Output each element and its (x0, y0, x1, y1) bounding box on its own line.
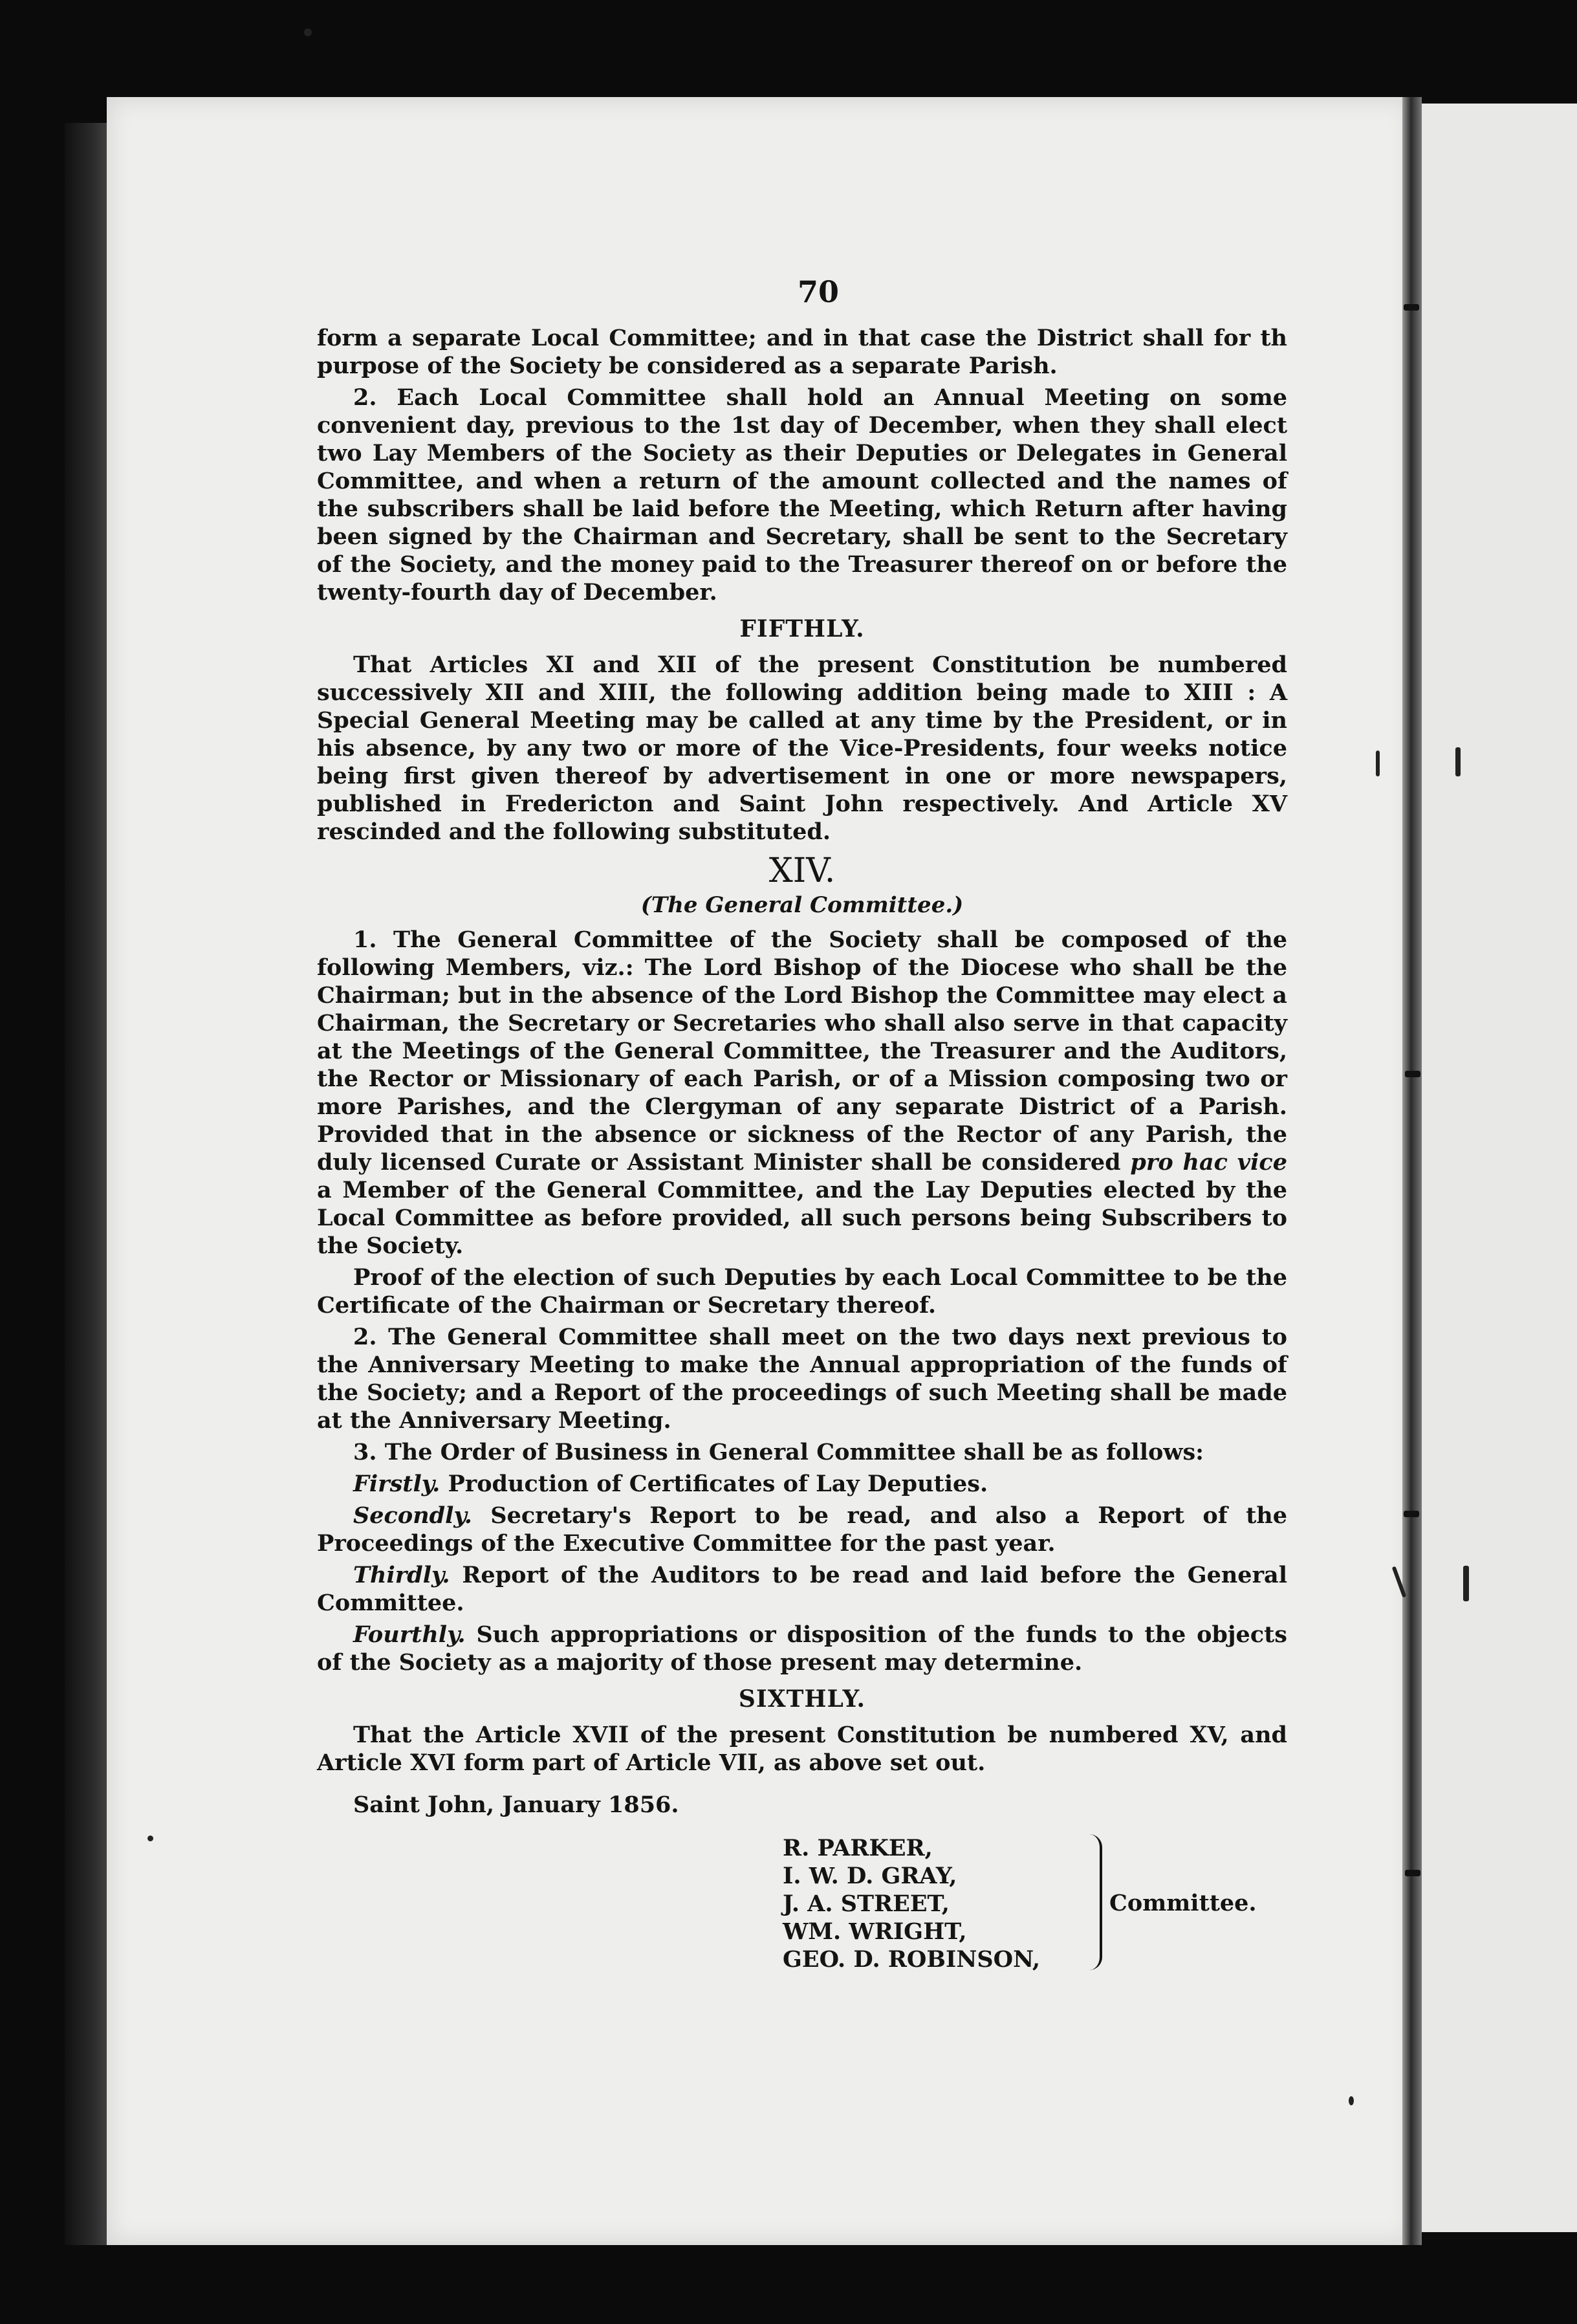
order-item-firstly (317, 1470, 1287, 1498)
scan-speck (1349, 2096, 1354, 2105)
order-text: Report of the Auditors to be read and laid before the General Committee. (317, 1562, 1287, 1616)
binding-stitch (1404, 304, 1419, 311)
scan-mark (1455, 747, 1461, 776)
paragraph-meeting: 2. The General Committee shall meet on the two days next previous to the Anniversary Meeting to make the Annual appropriation of the funds of the Society; and a Report of the proceedings of such Meeting shall be made at the Anniversary Meeting. (317, 1324, 1287, 1434)
order-label: Firstly. (353, 1471, 440, 1497)
facing-page-edge (1422, 104, 1577, 2232)
scan-speck (304, 28, 312, 36)
section-heading-sixthly: SIXTHLY. (738, 1685, 866, 1713)
binding-stitch (1404, 1511, 1419, 1517)
binding-stitch (1405, 1071, 1420, 1077)
binding-stitch (1405, 1870, 1420, 1876)
book-gutter (1402, 97, 1422, 2245)
order-label: Fourthly. (353, 1621, 466, 1648)
paragraph: 2. Each Local Committee shall hold an Annual Meeting on some convenient day, previous to the 1st day of December, when they shall elect two Lay Members of the Society as their Deputies or Delegates in General Committee, and when a return of the amount collected and the names of the subscribers shall be laid before the Meeting, which Return after having been signed by the Chairman and Secretary, shall be sent to the Secretary of the Society, and the money paid to the Treasurer thereof on or before the twenty-fourth day of December. (317, 384, 1287, 606)
scan-speck (147, 1836, 153, 1841)
order-text: Such appropriations or disposition of the funds to the objects of the Society as a majority of those present may determine. (317, 1621, 1288, 1676)
paragraph-fifthly: That Articles XI and XII of the present Constitution be numbered successively XII and XIII, the following addition being made to XIII : A Special General Meeting may be called at any time by the President, or in his absence, by any two or more of the Vice-Presidents, four weeks notice being first given thereof by advertisement in one or more newspapers, published in Fredericton and Saint John respectively. And Article XV rescinded and the following substituted. (317, 652, 1287, 845)
document-body (317, 274, 1288, 1983)
paragraph-text: a Member of the General Committee, and the Lay Deputies elected by the Local Committee as before provided, all such persons being Subscribers to the Society. (317, 1177, 1287, 1259)
brace-bracket (1087, 1834, 1102, 1970)
signatory-list (783, 1834, 1040, 1973)
paragraph-text: 1. The General Committee of the Society shall be composed of the following Members, viz.: The Lord Bishop of the Diocese who shall be the Chairman; but in the absence of the Lord Bishop the Committee may elect a Chairman, the Secretary or Secretaries who shall also serve in that capacity at the Meetings of the General Committee, the Treasurer and the Auditors, the Rector or Missionary of each Parish, or of a Mission composing two or more Parishes, and the Clergyman of any separate District of a Parish. Provided that in the absence or sickness of the Rector of any Parish, the duly licensed Curate or Assistant Minister shall be considered (317, 926, 1287, 1176)
latin-phrase: pro hac vice (1130, 1149, 1287, 1176)
committee-label: Committee. (1109, 1890, 1257, 1916)
scan-mark (1376, 751, 1380, 776)
order-text: Production of Certificates of Lay Deputies. (448, 1471, 988, 1497)
article-number: XIV. (768, 851, 836, 890)
order-label: Secondly. (353, 1502, 472, 1529)
paragraph-proof: Proof of the election of such Deputies by each Local Committee to be the Certificate of the Chairman or Secretary thereof. (317, 1264, 1287, 1319)
paragraph: form a separate Local Committee; and in that case the District shall for th purpose of the Society be considered as a separate Parish. (317, 325, 1287, 379)
signature-block (783, 1834, 1287, 1983)
order-item-fourthly (317, 1621, 1287, 1676)
section-heading-fifthly: FIFTHLY. (739, 615, 865, 642)
order-text: Secretary's Report to be read, and also a Report of the Proceedings of the Executive Committee for the past year. (317, 1502, 1287, 1557)
article-title: (The General Committee.) (640, 892, 964, 918)
order-item-secondly (317, 1502, 1287, 1557)
signatory-name: R. PARKER, (783, 1835, 933, 1861)
paragraph-general-committee (317, 926, 1287, 1260)
date-line: Saint John, January 1856. (353, 1792, 679, 1818)
paragraph-order: 3. The Order of Business in General Committee shall be as follows: (353, 1439, 1204, 1465)
paragraph-sixthly: That the Article XVII of the present Constitution be numbered XV, and Article XVI form part of Article VII, as above set out. (317, 1722, 1287, 1776)
signatory-name: I. W. D. GRAY, (783, 1863, 957, 1889)
order-item-thirdly (317, 1561, 1287, 1617)
signatory-name: WM. WRIGHT, (783, 1918, 967, 1945)
book-left-edge (65, 123, 110, 2245)
signatory-name: J. A. STREET, (783, 1891, 950, 1917)
signatory-name: GEO. D. ROBINSON, (783, 1946, 1041, 1973)
scan-mark (1463, 1566, 1469, 1601)
order-label: Thirdly. (353, 1562, 450, 1588)
page-number: 70 (797, 274, 839, 309)
